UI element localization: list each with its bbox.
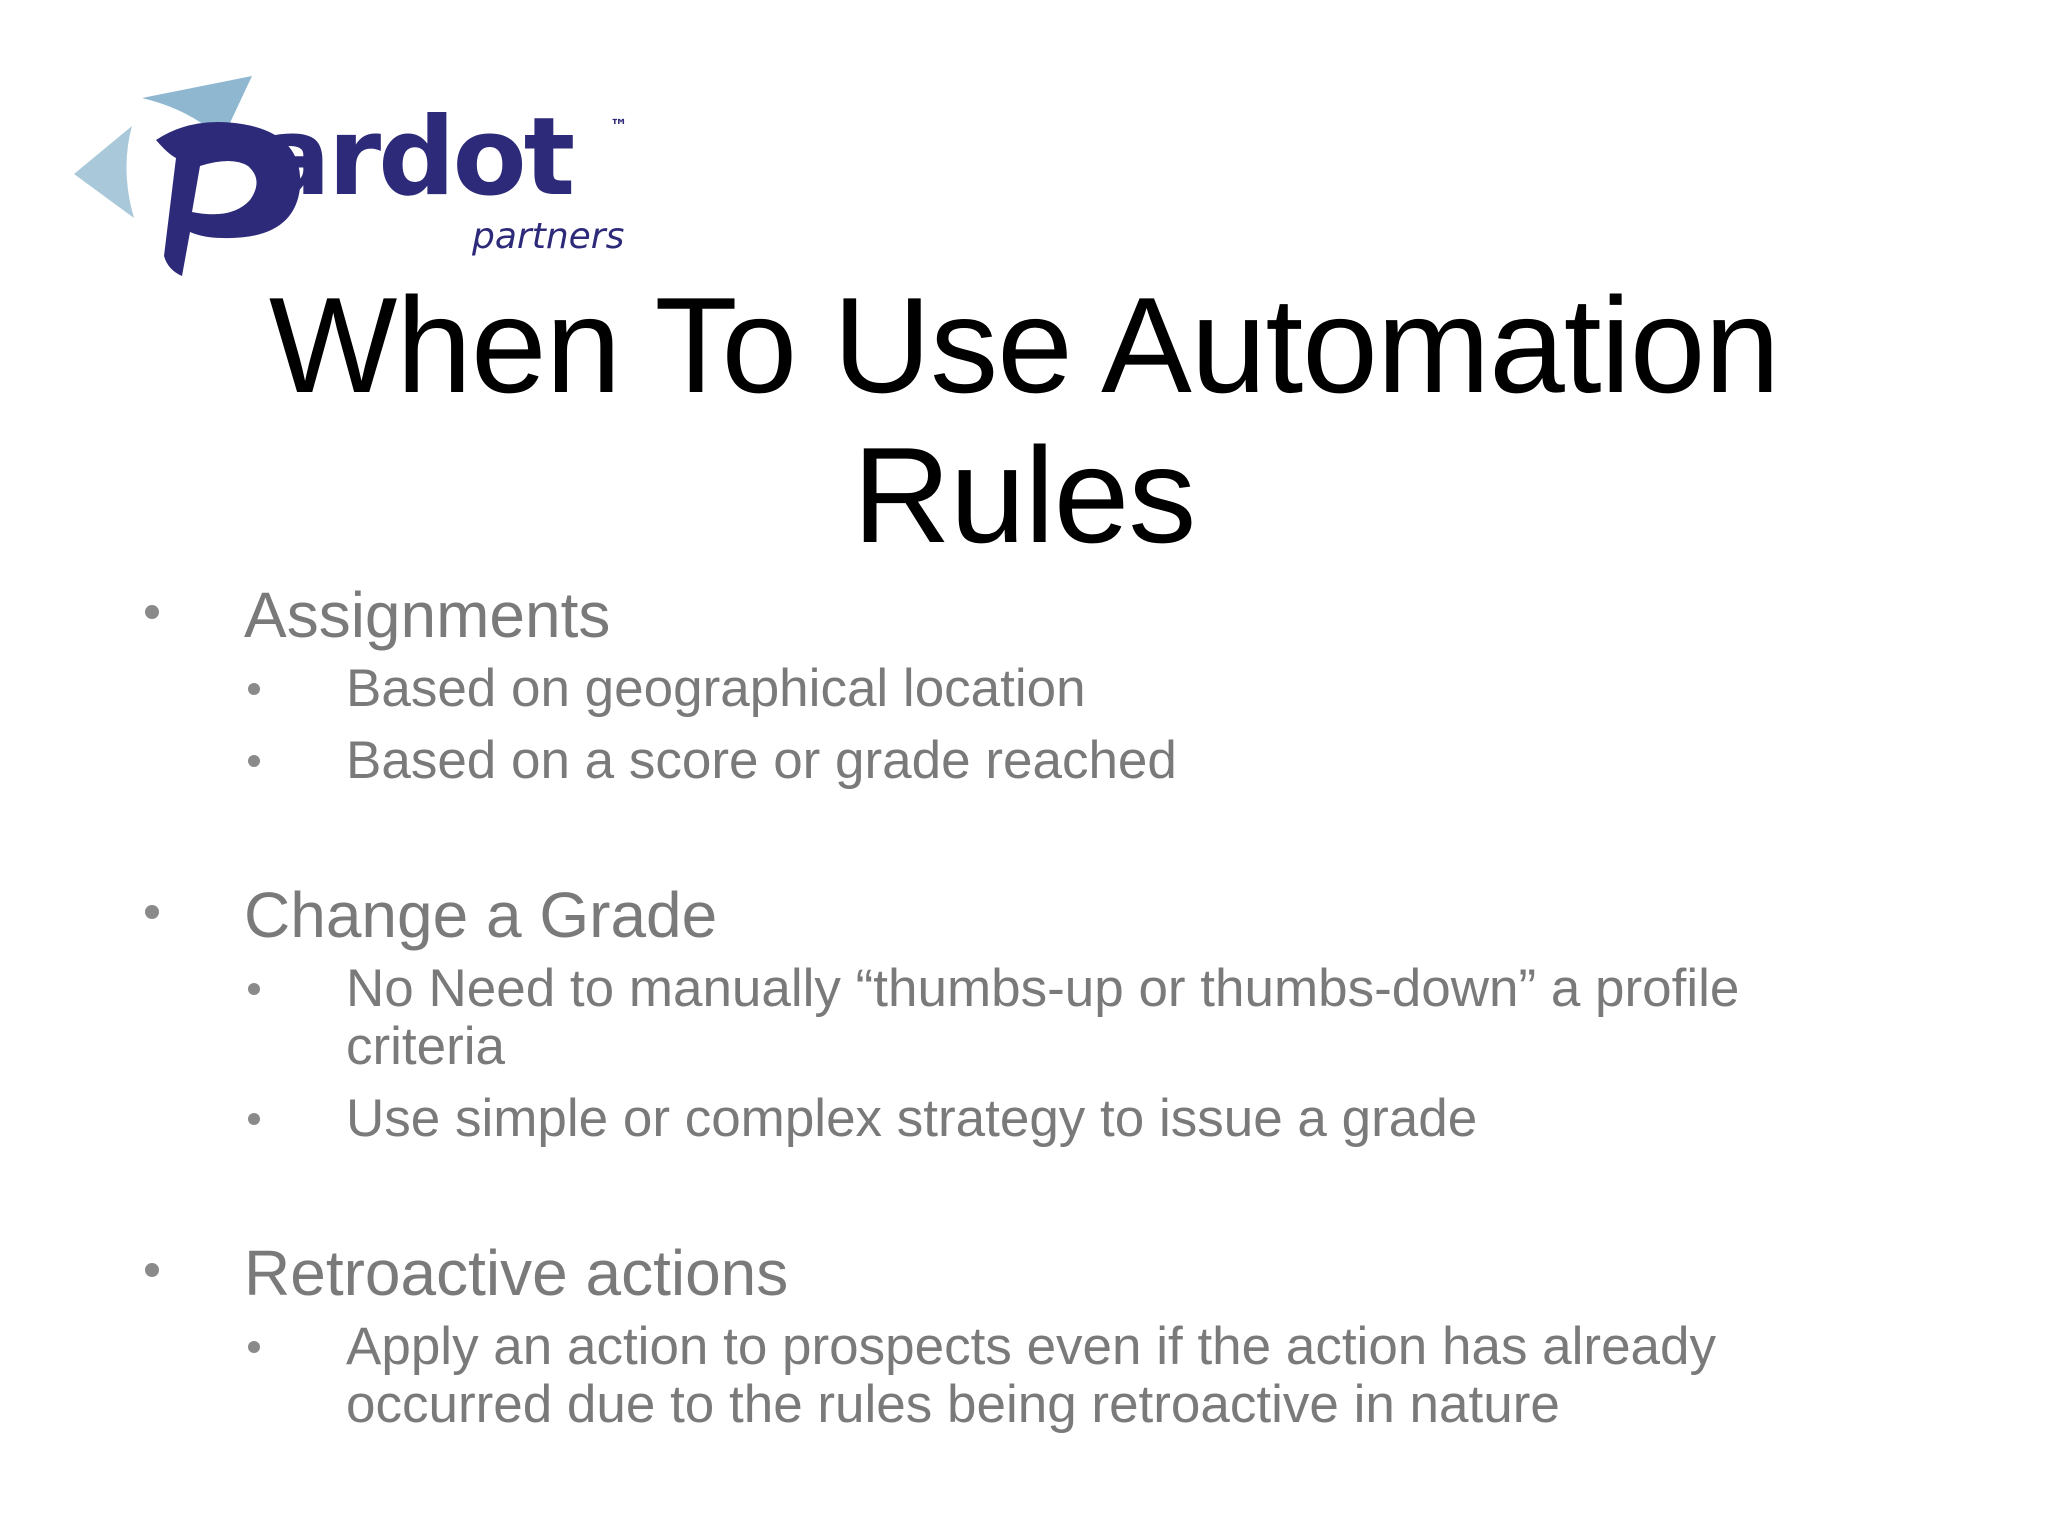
title-line-1: When To Use Automation: [268, 269, 1780, 421]
sub-bullet-dot: [248, 755, 260, 767]
sub-bullet-dot: [248, 683, 260, 695]
bullet-dot: [145, 1263, 159, 1277]
sub-bullet-dot: [248, 1113, 260, 1125]
bullet-assignments: Assignments: [244, 579, 611, 651]
bullet-change-grade: Change a Grade: [244, 879, 718, 951]
bullet-dot: [145, 605, 159, 619]
sub-bullet-score: Based on a score or grade reached: [346, 731, 1177, 790]
bullet-dot: [145, 905, 159, 919]
title-line-2: Rules: [852, 419, 1196, 571]
sub-bullet-strategy: Use simple or complex strategy to issue a grade: [346, 1089, 1478, 1148]
sub-bullet-dot: [248, 1341, 260, 1353]
logo-trademark: ™: [610, 116, 628, 137]
bullet-retroactive: Retroactive actions: [244, 1237, 789, 1309]
sub-bullet-apply-action: Apply an action to prospects even if the action has already occurred due to the rules being retroactive in nature: [346, 1317, 1717, 1434]
sub-bullet-thumbs: No Need to manually “thumbs-up or thumbs-down” a profile criteria: [346, 959, 1740, 1076]
sub-bullet-geo: Based on geographical location: [346, 659, 1086, 718]
logo-subtitle: partners: [472, 216, 625, 257]
sub-bullet-dot: [248, 983, 260, 995]
logo-wordmark: ardot: [258, 95, 573, 220]
